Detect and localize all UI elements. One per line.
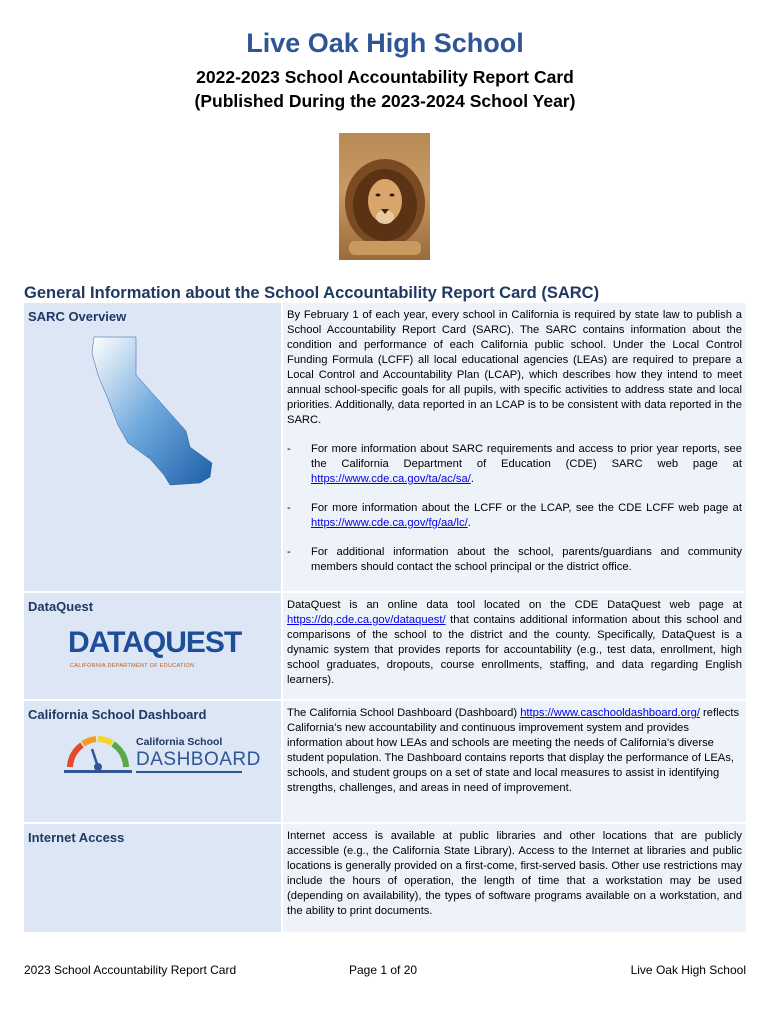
sarc-overview-label-cell [24,303,281,591]
dataquest-logo-text-1: DATA [68,626,143,659]
bullet-text-before: For more information about SARC requirements and access to prior year reports, see the California Department of Education (CDE) SARC web page at [311,443,742,470]
sarc-bullet-1 [287,442,742,487]
page-footer [24,963,746,977]
bullet-text [311,501,742,531]
dashboard-label: California School Dashboard [28,707,207,722]
cde-sarc-link[interactable]: https://www.cde.ca.gov/ta/ac/sa/ [311,473,471,485]
section-heading: General Information about the School Accountability Report Card (SARC) [24,284,600,302]
dashboard-logo [62,733,261,777]
footer-page-number: Page 1 of 20 [349,963,418,977]
info-table [24,303,746,934]
gauge-icon [62,733,134,775]
report-title-line-2: (Published During the 2023-2024 School Year) [194,91,576,111]
row-internet-access [24,824,746,932]
dashboard-logo-text-2: DASHBOARD [136,749,261,770]
cde-lcff-link[interactable]: https://www.cde.ca.gov/fg/aa/lc/ [311,517,468,529]
dataquest-logo-sub: CALIFORNIA DEPARTMENT OF EDUCATION [70,663,195,669]
dataquest-label: DataQuest [28,599,94,614]
internet-access-paragraph: Internet access is available at public libraries and other locations that are publicly accessible (e.g., the California State Library). Access to the Internet at libraries and public locations is generally provided on a first-come, first-served basis. Other use restrictions may include the hours of operation, the length of time that a workstation may be used (depending on availability), the types of software programs available on a workstation, and the ability to print documents. [287,830,742,917]
dataquest-logo [68,626,242,669]
dashboard-logo-text-1: California School [136,736,223,748]
dataquest-link[interactable]: https://dq.cde.ca.gov/dataquest/ [287,614,446,626]
dataquest-label-cell [24,593,281,699]
report-title [0,65,770,113]
footer-right: Live Oak High School [630,963,746,977]
sarc-overview-paragraph: By February 1 of each year, every school in California is required by state law to publish a School Accountability Report Card (SARC). The SARC contains information about the condition and performance of each California public school. Under the Local Control Funding Formula (LCFF) all local educational agencies (LEAs) are required to prepare a Local Control and Accountability Plan (LCAP), which describes how they intend to meet annual school-specific goals for all pupils, with specific activities to address state and local priorities. Additionally, data reported in an LCAP is to be consistent with data reported in the SARC. [287,309,742,426]
dataquest-text-before: DataQuest is an online data tool located on the CDE DataQuest web page at [287,599,742,611]
footer-left: 2023 School Accountability Report Card [24,963,237,977]
dashboard-underline [136,771,242,773]
bullet-text-after: . [467,517,471,529]
sarc-bullet-3 [287,545,742,575]
internet-access-label: Internet Access [28,830,125,845]
row-dataquest [24,593,746,699]
sarc-bullet-2 [287,501,742,531]
bullet-text-before: For more information about the LCFF or the LCAP, see the CDE LCFF web page at [311,502,742,514]
school-title: Live Oak High School [246,28,524,58]
california-map-icon [88,335,220,487]
dashboard-text-before: The California School Dashboard (Dashboard) [287,707,521,719]
report-title-line-1: 2022-2023 School Accountability Report Card [196,67,574,87]
bullet-text: For additional information about the school, parents/guardians and community members should contact the school principal or the district office. [311,546,742,573]
lion-mascot-image [339,133,430,260]
bullet-dash: - [287,546,291,558]
internet-access-label-cell [24,824,281,932]
bullet-text [311,442,742,487]
bullet-text-after: . [470,473,474,485]
row-sarc-overview [24,303,746,591]
dashboard-link[interactable]: https://www.caschooldashboard.org/ [520,707,700,719]
bullet-dash: - [287,502,291,514]
bullet-dash: - [287,443,291,455]
dashboard-text-after: reflects California's new accountability and continuous improvement system and provides information about how LEAs and schools are meeting the needs of California's diverse student population. The Dashboard contains reports that display the performance of LEAs, schools, and student groups on a set of state and local measures to assist in identifying strengths, challenges, and areas in need of improvement. [287,707,740,794]
dashboard-label-cell [24,701,281,822]
internet-access-content [283,824,746,932]
sarc-overview-label: SARC Overview [28,309,127,324]
dashboard-content [283,701,746,822]
dataquest-content [283,593,746,699]
row-dashboard [24,701,746,822]
dataquest-logo-text-2: QUEST [142,626,242,659]
sarc-overview-content [283,303,746,591]
dataquest-text-after: that contains additional information about this school and comparisons of the school to the district and the county. Specifically, DataQuest is a dynamic system that provides reports for accountability (e.g., test data, enrollment, high school graduates, dropouts, course enrollments, staffing, and data regarding English learners). [287,614,742,686]
